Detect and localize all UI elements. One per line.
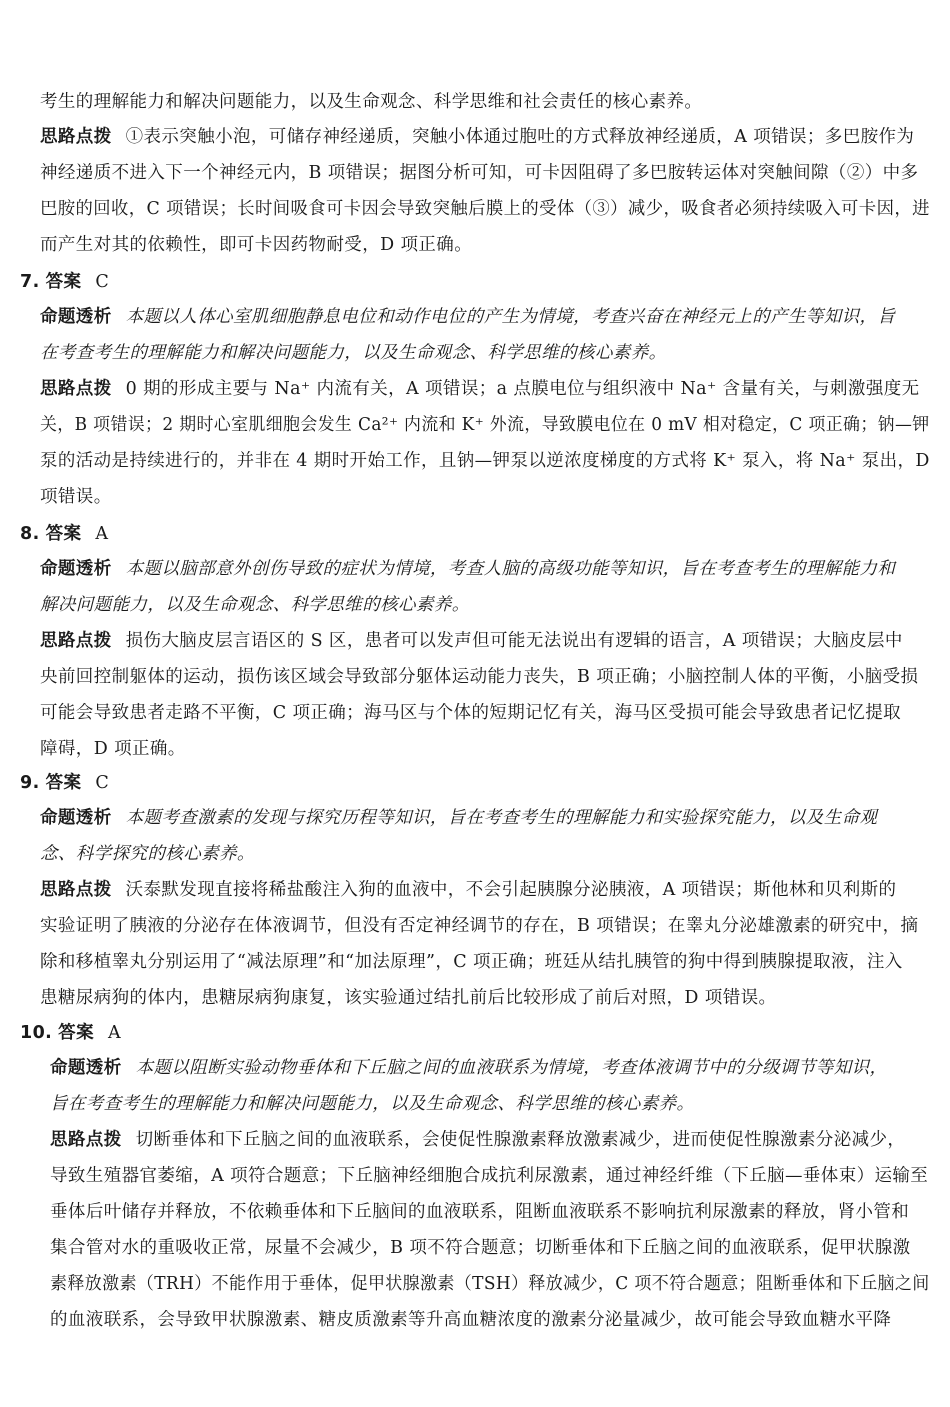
q10-answer-line [20, 1021, 121, 1045]
q8-hint-line: 思路点拨 损伤大脑皮层言语区的 S 区，患者可以发声但可能无法说出有逻辑的语言，A 项错误；大脑皮层中 [40, 631, 903, 651]
answer-label: 答案 [45, 773, 82, 793]
q9-intent-line: 命题透析 本题考查激素的发现与探究历程等知识，旨在考查考生的理解能力和实验探究能力，以及生命观 [40, 808, 878, 828]
answer-label: 答案 [58, 1023, 94, 1043]
q8-answer-line [20, 522, 108, 546]
hint-label: 思路点拨 [40, 379, 112, 399]
question-number: 9. [20, 773, 40, 793]
q10-hint-line: 垂体后叶储存并释放，不依赖垂体和下丘脑间的血液联系，阻断血液联系不影响抗利尿激素的释放，肾小管和 [50, 1202, 910, 1222]
q7-intent-line: 命题透析 本题以人体心室肌细胞静息电位和动作电位的产生为情境，考查兴奋在神经元上的产生等知识，旨 [40, 307, 896, 327]
q10-hint-line: 思路点拨 切断垂体和下丘脑之间的血液联系，会使促性腺激素释放激素减少，进而使促性腺激素分泌减少， [50, 1130, 906, 1150]
q10-hint-line: 的血液联系，会导致甲状腺激素、糖皮质激素等升高血糖浓度的激素分泌量减少，故可能会导致血糖水平降 [50, 1310, 892, 1330]
q9-hint-line: 实验证明了胰液的分泌存在体液调节，但没有否定神经调节的存在，B 项错误；在睾丸分泌雄激素的研究中，摘 [40, 916, 919, 936]
answer-label: 答案 [45, 524, 82, 544]
intent-label: 命题透析 [40, 307, 112, 327]
answer-label: 答案 [45, 272, 82, 292]
q7-hint-line: 泵的活动是持续进行的，并非在 4 期时开始工作，且钠—钾泵以逆浓度梯度的方式将 K⁺ 泵入，将 Na⁺ 泵出，D [40, 451, 930, 471]
q9-answer-line [20, 771, 109, 795]
q8-intent-line: 命题透析 本题以脑部意外创伤导致的症状为情境，考查人脑的高级功能等知识，旨在考查考生的理解能力和 [40, 559, 896, 579]
intent-label: 命题透析 [40, 559, 112, 579]
hint-label: 思路点拨 [40, 127, 112, 147]
q6-intent-tail: 考生的理解能力和解决问题能力，以及生命观念、科学思维和社会责任的核心素养。 [40, 92, 703, 112]
q8-intent-line: 解决问题能力，以及生命观念、科学思维的核心素养。 [40, 595, 470, 615]
q7-hint-line: 项错误。 [40, 487, 112, 507]
hint-label: 思路点拨 [40, 880, 112, 900]
q6-hint-line: 神经递质不进入下一个神经元内，B 项错误；据图分析可知，可卡因阻碍了多巴胺转运体对突触间隙（②）中多 [40, 163, 919, 183]
q9-intent-line: 念、科学探究的核心素养。 [40, 844, 255, 864]
question-number: 7. [20, 272, 40, 292]
answer-value: A [95, 524, 109, 544]
q6-hint-line: 巴胺的回收，C 项错误；长时间吸食可卡因会导致突触后膜上的受体（③）减少，吸食者必须持续吸入可卡因，进 [40, 199, 930, 219]
intent-label: 命题透析 [40, 808, 112, 828]
q9-hint-line: 除和移植睾丸分别运用了“减法原理”和“加法原理”，C 项正确；班廷从结扎胰管的狗中得到胰腺提取液，注入 [40, 952, 903, 972]
q10-hint-line: 集合管对水的重吸收正常，尿量不会减少，B 项不符合题意；切断垂体和下丘脑之间的血液联系，促甲状腺激 [50, 1238, 911, 1258]
q6-hint-line: 而产生对其的依赖性，即可卡因药物耐受，D 项正确。 [40, 235, 473, 255]
q10-intent-line: 命题透析 本题以阻断实验动物垂体和下丘脑之间的血液联系为情境，考查体液调节中的分级调节等知识， [50, 1058, 888, 1078]
q7-hint-line: 思路点拨 0 期的形成主要与 Na⁺ 内流有关，A 项错误；a 点膜电位与组织液中 Na⁺ 含量有关，与刺激强度无 [40, 379, 920, 399]
hint-label: 思路点拨 [50, 1130, 122, 1150]
q8-hint-line: 央前回控制躯体的运动，损伤该区域会导致部分躯体运动能力丧失，B 项正确；小脑控制人体的平衡，小脑受损 [40, 667, 919, 687]
q10-intent-line: 旨在考查考生的理解能力和解决问题能力，以及生命观念、科学思维的核心素养。 [50, 1094, 695, 1114]
q6-hint-line: 思路点拨 ①表示突触小泡，可储存神经递质，突触小体通过胞吐的方式释放神经递质，A 项错误；多巴胺作为 [40, 127, 915, 147]
intent-label: 命题透析 [50, 1058, 122, 1078]
question-number: 10. [20, 1023, 53, 1043]
hint-label: 思路点拨 [40, 631, 112, 651]
q7-intent-line: 在考查考生的理解能力和解决问题能力，以及生命观念、科学思维的核心素养。 [40, 343, 667, 363]
q8-hint-line: 可能会导致患者走路不平衡，C 项正确；海马区与个体的短期记忆有关，海马区受损可能会导致患者记忆提取 [40, 703, 902, 723]
q8-hint-line: 障碍，D 项正确。 [40, 739, 186, 759]
q9-hint-line: 患糖尿病狗的体内，患糖尿病狗康复，该实验通过结扎前后比较形成了前后对照，D 项错误。 [40, 988, 777, 1008]
question-number: 8. [20, 524, 40, 544]
q9-hint-line: 思路点拨 沃泰默发现直接将稀盐酸注入狗的血液中，不会引起胰腺分泌胰液，A 项错误；斯他林和贝利斯的 [40, 880, 897, 900]
q7-hint-line: 关，B 项错误；2 期时心室肌细胞会发生 Ca²⁺ 内流和 K⁺ 外流，导致膜电位在 0 mV 相对稳定，C 项正确；钠—钾 [40, 415, 930, 435]
answer-value: A [107, 1023, 122, 1043]
q10-hint-line: 导致生殖器官萎缩，A 项符合题意；下丘脑神经细胞合成抗利尿激素，通过神经纤维（下丘脑—垂体束）运输至 [50, 1166, 929, 1186]
answer-value: C [95, 773, 110, 793]
q7-answer-line [20, 270, 109, 294]
q10-hint-line: 素释放激素（TRH）不能作用于垂体，促甲状腺激素（TSH）释放减少，C 项不符合题意；阻断垂体和下丘脑之间 [50, 1274, 930, 1294]
answer-value: C [95, 272, 110, 292]
